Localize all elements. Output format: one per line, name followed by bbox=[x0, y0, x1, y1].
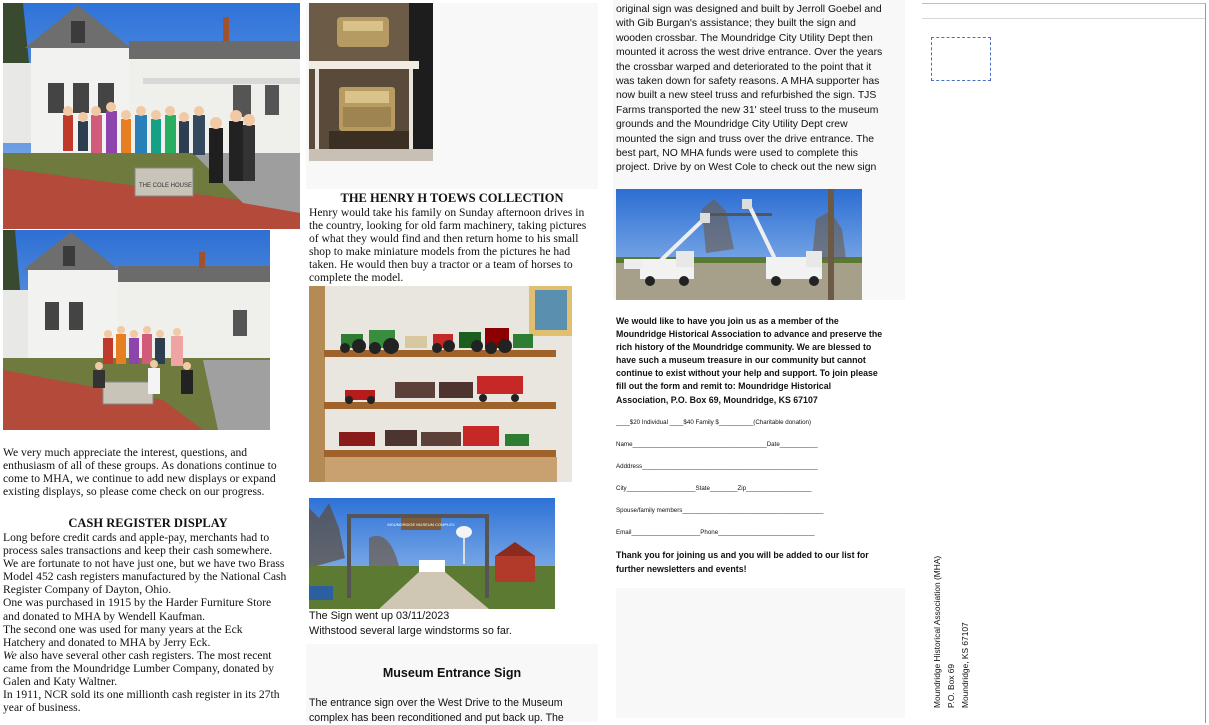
appreciation-line: enthusiasm of all of these groups. As donations continue to bbox=[3, 459, 303, 472]
thanks-paragraph bbox=[616, 549, 916, 577]
mailing-address-box: P.O. Box 69 bbox=[946, 664, 956, 708]
form-spouse-line[interactable]: Spouse/family members_________________________________________ bbox=[616, 507, 823, 514]
col3-bottom-panel bbox=[616, 588, 905, 718]
join-paragraph bbox=[616, 315, 916, 407]
join-line: continue to exist without your help and support. To join please bbox=[616, 367, 916, 380]
stamp-box bbox=[931, 37, 991, 81]
form-city-state-zip-line[interactable]: City____________________State________Zip___________________ bbox=[616, 485, 811, 492]
cash-line: Register Company of Dayton, Ohio. bbox=[3, 583, 303, 596]
photo-bucket-trucks bbox=[616, 189, 862, 300]
cash-register-paragraph bbox=[3, 531, 303, 714]
form-email-phone-line[interactable]: Email____________________Phone____________________________ bbox=[616, 529, 815, 536]
house-sign-text: THE COLE HOUSE bbox=[139, 183, 192, 189]
cash-line: We also have several other cash registers. The most recent bbox=[3, 649, 303, 662]
story-line: was taken down for safety reasons. A MHA supporter has bbox=[616, 75, 908, 89]
cash-line: One was purchased in 1915 by the Harder Furniture Store bbox=[3, 596, 303, 609]
toews-line: of what they would find and then return home to his small bbox=[309, 232, 601, 245]
appreciation-line: existing displays, so please come check on our progress. bbox=[3, 485, 303, 498]
cash-line: Long before credit cards and apple-pay, merchants had to bbox=[3, 531, 303, 544]
mailing-address-city: Moundridge, KS 67107 bbox=[960, 622, 970, 708]
thanks-line: further newsletters and events! bbox=[616, 563, 916, 577]
story-line: grounds and the Moundridge City Utility Dept crew bbox=[616, 118, 908, 132]
photo-house-group-1 bbox=[3, 3, 300, 229]
form-donation-line[interactable]: ____$20 Individual ____$40 Family $__________(Charitable donation) bbox=[616, 419, 811, 426]
toews-line: taken. He would then buy a tractor or a team of horses to bbox=[309, 258, 601, 271]
gate-sign-text: MOUNDRIDGE MUSEUM COMPLEX bbox=[387, 522, 455, 527]
story-line: Farms transported the new 31' steel truss to the museum bbox=[616, 104, 908, 118]
cash-register-heading: CASH REGISTER DISPLAY bbox=[3, 516, 293, 531]
story-line: best part, NO MHA funds were used to complete this bbox=[616, 147, 908, 161]
cash-line: Galen and Katy Waltner. bbox=[3, 675, 303, 688]
photo-cash-register bbox=[309, 3, 433, 161]
cash-line: year of business. bbox=[3, 701, 303, 714]
join-line: rich history of the Moundridge community. We are blessed to bbox=[616, 341, 916, 354]
museum-entrance-heading: Museum Entrance Sign bbox=[306, 666, 598, 680]
cash-line: Hatchery and donated to MHA by Jerry Eck. bbox=[3, 636, 303, 649]
story-line: mounted the sign and truss over the drive entrance. The bbox=[616, 133, 908, 147]
cash-line: Model 452 cash registers manufactured by the National Cash bbox=[3, 570, 303, 583]
toews-paragraph bbox=[309, 206, 601, 285]
cash-line: process sales transactions and keep their cash somewhere. bbox=[3, 544, 303, 557]
toews-heading: THE HENRY H TOEWS COLLECTION bbox=[306, 191, 598, 206]
form-name-date-line[interactable]: Name_______________________________________Date___________ bbox=[616, 441, 818, 448]
sign-caption-windstorms: Withstood several large windstorms so far. bbox=[309, 625, 512, 637]
entrance-line: The entrance sign over the West Drive to the Museum bbox=[309, 696, 601, 711]
sign-story-paragraph bbox=[616, 3, 908, 176]
cash-line: and donated to MHA by Wendell Kaufman. bbox=[3, 610, 303, 623]
entrance-line: complex has been reconditioned and put back up. The bbox=[309, 711, 601, 725]
join-line: Association, P.O. Box 69, Moundridge, KS 67107 bbox=[616, 394, 916, 407]
join-line: We would like to have you join us as a member of the bbox=[616, 315, 916, 328]
toews-line: shop to make miniature models from the pictures he had bbox=[309, 245, 601, 258]
story-line: with Gib Burgan's assistance; they built the sign and bbox=[616, 17, 908, 31]
story-line: the crossbar warped and deteriorated to the point that it bbox=[616, 61, 908, 75]
cash-line: We are fortunate to not have just one, but we have two Brass bbox=[3, 557, 303, 570]
appreciation-paragraph bbox=[3, 446, 303, 498]
entrance-paragraph bbox=[309, 696, 601, 725]
thanks-line: Thank you for joining us and you will be added to our list for bbox=[616, 549, 916, 563]
cash-line: The second one was used for many years at the Eck bbox=[3, 623, 303, 636]
appreciation-line: We very much appreciate the interest, questions, and bbox=[3, 446, 303, 459]
story-line: wooden crossbar. The Moundridge City Utility Dept then bbox=[616, 32, 908, 46]
mailing-panel-inner-rule bbox=[922, 18, 1205, 19]
form-address-line[interactable]: Adddress___________________________________________________ bbox=[616, 463, 818, 470]
cash-line: came from the Moundridge Lumber Company, donated by bbox=[3, 662, 303, 675]
appreciation-line: come to MHA, we continue to add new displays or expand bbox=[3, 472, 303, 485]
story-line: now built a new steel truss and refurbished the sign. TJS bbox=[616, 89, 908, 103]
story-line: original sign was designed and built by Jerroll Goebel and bbox=[616, 3, 908, 17]
join-line: have such a museum treasure in our community but cannot bbox=[616, 354, 916, 367]
toews-line: complete the model. bbox=[309, 271, 601, 284]
mailing-address-org: Moundridge Historical Association (MHA) bbox=[932, 556, 942, 708]
toews-line: Henry would take his family on Sunday afternoon drives in bbox=[309, 206, 601, 219]
photo-toy-tractor-shelves bbox=[309, 286, 572, 482]
photo-entrance-gate bbox=[309, 498, 555, 609]
sign-caption-date: The Sign went up 03/11/2023 bbox=[309, 610, 449, 622]
join-line: fill out the form and remit to: Moundridge Historical bbox=[616, 380, 916, 393]
toews-line: the country, looking for old farm machinery, taking pictures bbox=[309, 219, 601, 232]
story-line: project. Drive by on West Cole to check out the new sign bbox=[616, 161, 908, 175]
cash-line: In 1911, NCR sold its one millionth cash register in its 27th bbox=[3, 688, 303, 701]
story-line: mounted it across the west drive entrance. Over the years bbox=[616, 46, 908, 60]
mailing-panel bbox=[922, 3, 1206, 723]
join-line: Moundridge Historical Association to advance and preserve the bbox=[616, 328, 916, 341]
photo-house-group-2 bbox=[3, 230, 270, 430]
